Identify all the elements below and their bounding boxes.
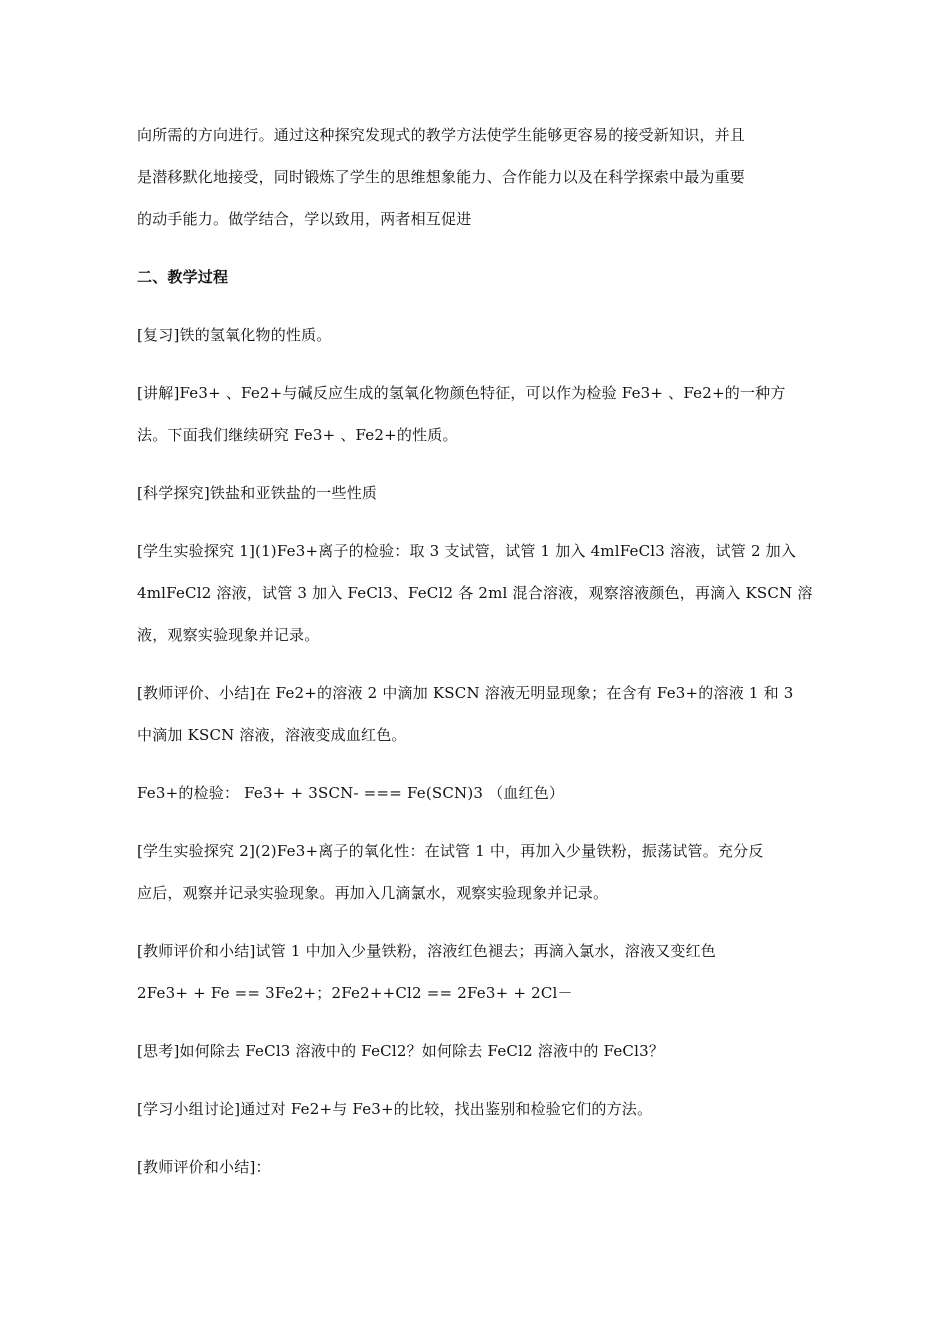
experiment1-line-3: 液，观察实验现象并记录。 — [137, 626, 320, 644]
experiment1-line-2: 4mlFeCl2 溶液，试管 3 加入 FeCl3、FeCl2 各 2ml 混合溶液，观察溶液颜色，再滴入 KSCN 溶 — [137, 584, 813, 602]
experiment2-line-2: 应后，观察并记录实验现象。再加入几滴氯水，观察实验现象并记录。 — [137, 884, 609, 902]
lecture-line-1: [讲解]Fe3+ 、Fe2+与碱反应生成的氢氧化物颜色特征，可以作为检验 Fe3+ 、Fe2+的一种方 — [137, 384, 786, 402]
experiment1-line-1: [学生实验探究 1](1)Fe3+离子的检验：取 3 支试管，试管 1 加入 4mlFeCl3 溶液，试管 2 加入 — [137, 542, 797, 560]
evaluation2-line-1: [教师评价和小结]试管 1 中加入少量铁粉，溶液红色褪去；再滴入氯水，溶液又变红色 — [137, 942, 716, 960]
section-heading: 二、教学过程 — [137, 268, 229, 286]
evaluation1-line-1: [教师评价、小结]在 Fe2+的溶液 2 中滴加 KSCN 溶液无明显现象；在含有 Fe3+的溶液 1 和 3 — [137, 684, 794, 702]
evaluation3-paragraph: [教师评价和小结]： — [137, 1158, 271, 1176]
fe3-test-equation: Fe3+的检验： Fe3+ + 3SCN- === Fe(SCN)3 （血红色） — [137, 784, 565, 802]
evaluation1-line-2: 中滴加 KSCN 溶液，溶液变成血红色。 — [137, 726, 407, 744]
think-paragraph: [思考]如何除去 FeCl3 溶液中的 FeCl2？如何除去 FeCl2 溶液中的 FeCl3？ — [137, 1042, 665, 1060]
experiment2-line-1: [学生实验探究 2](2)Fe3+离子的氧化性：在试管 1 中，再加入少量铁粉，振荡试管。充分反 — [137, 842, 764, 860]
evaluation2-equation: 2Fe3+ + Fe == 3Fe2+；2Fe2++Cl2 == 2Fe3+ + 2Cl－ — [137, 984, 573, 1002]
group-discussion-paragraph: [学习小组讨论]通过对 Fe2+与 Fe3+的比较，找出鉴别和检验它们的方法。 — [137, 1100, 653, 1118]
inquiry-paragraph: [科学探究]铁盐和亚铁盐的一些性质 — [137, 484, 378, 502]
lecture-line-2: 法。下面我们继续研究 Fe3+ 、Fe2+的性质。 — [137, 426, 458, 444]
review-paragraph: [复习]铁的氢氧化物的性质。 — [137, 326, 332, 344]
intro-line-1: 向所需的方向进行。通过这种探究发现式的教学方法使学生能够更容易的接受新知识，并且 — [137, 126, 746, 144]
intro-line-2: 是潜移默化地接受，同时锻炼了学生的思维想象能力、合作能力以及在科学探索中最为重要 — [137, 168, 746, 186]
intro-line-3: 的动手能力。做学结合，学以致用，两者相互促进 — [137, 210, 472, 228]
